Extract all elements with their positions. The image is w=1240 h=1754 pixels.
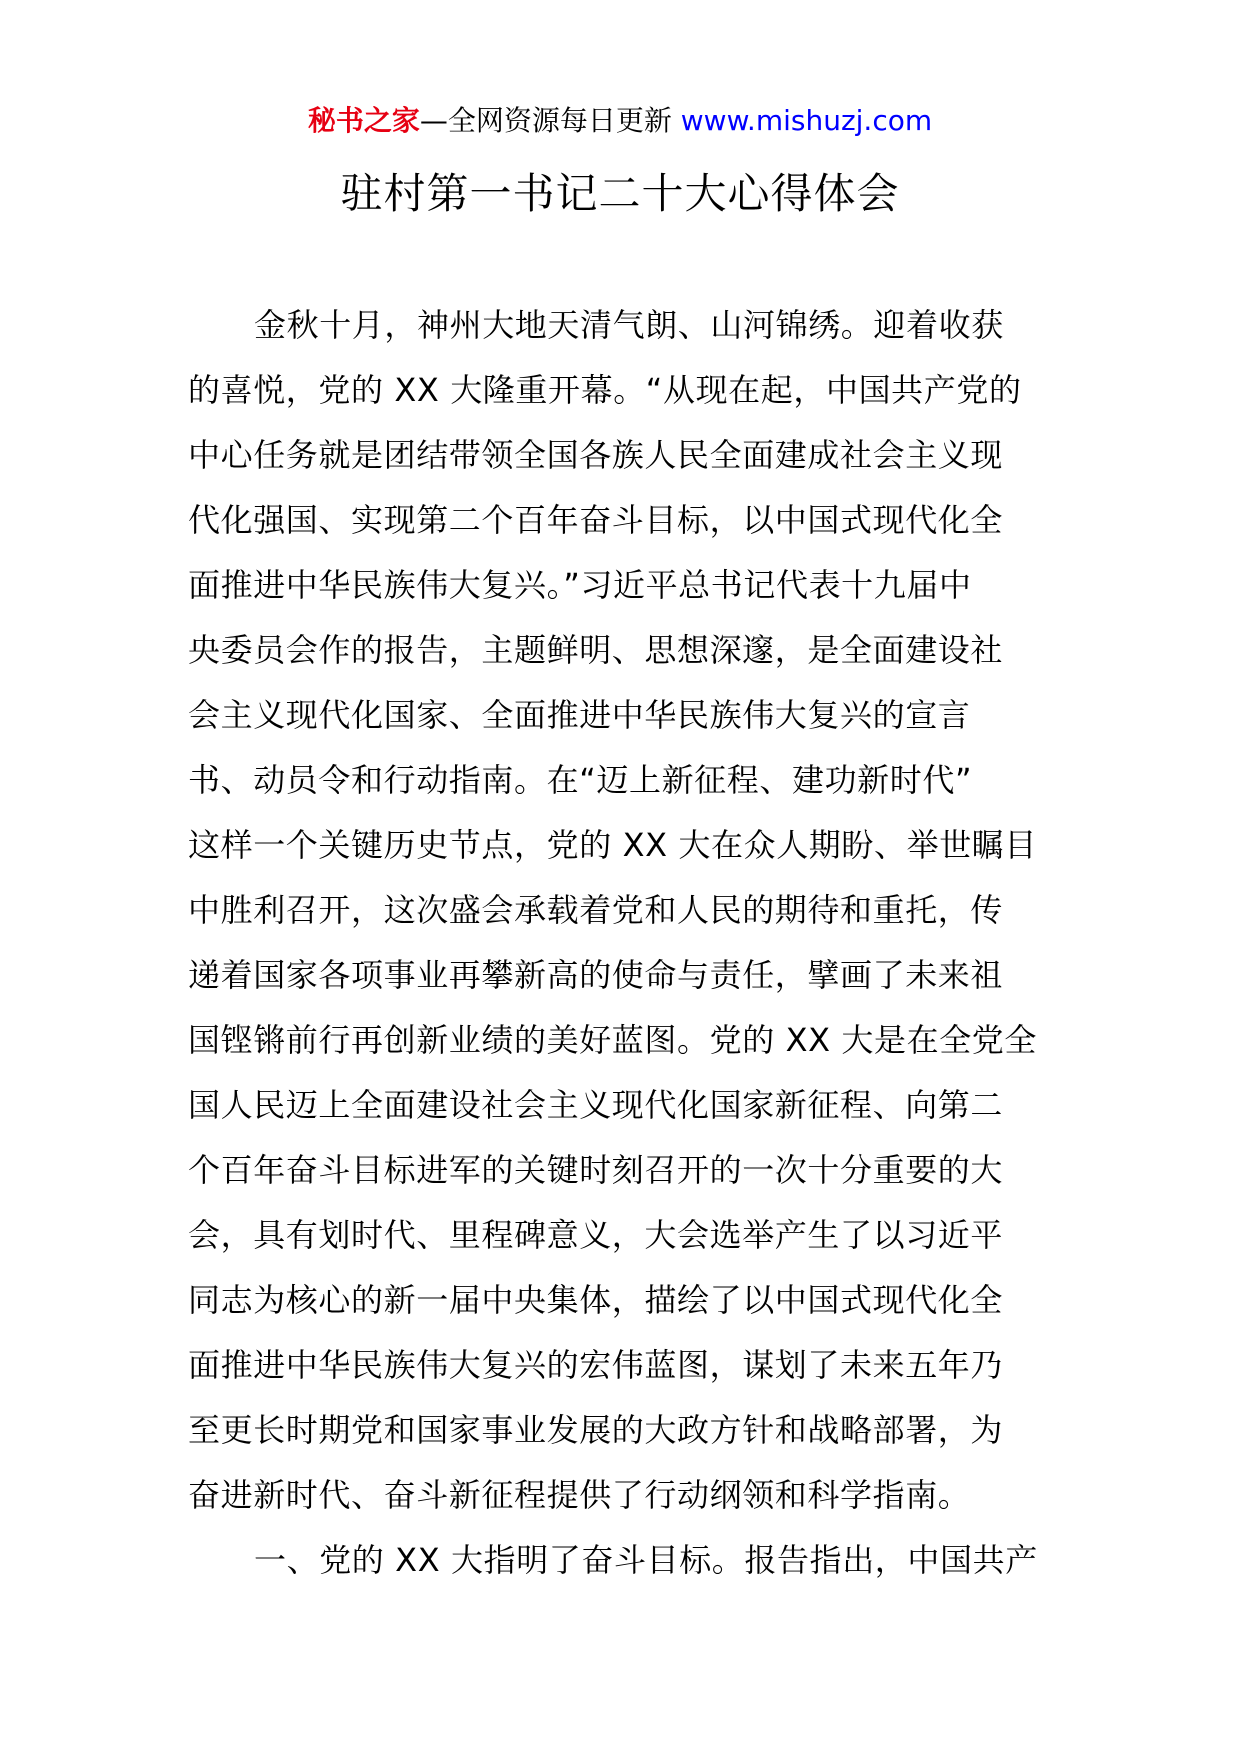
- body-line: 中心任务就是团结带领全国各族人民全面建成社会主义现: [188, 436, 1004, 474]
- body-line: 奋进新时代、奋斗新征程提供了行动纲领和科学指南。: [188, 1476, 971, 1514]
- body-line: 中胜利召开，这次盛会承载着党和人民的期待和重托，传: [188, 891, 1004, 929]
- document-title: 驻村第一书记二十大心得体会: [340, 169, 900, 218]
- header-tagline: —全网资源每日更新: [419, 104, 681, 137]
- body-line: 央委员会作的报告，主题鲜明、思想深邃，是全面建设社: [188, 631, 1004, 669]
- body-line: 至更长时期党和国家事业发展的大政方针和战略部署，为: [188, 1411, 1004, 1449]
- body-line: 个百年奋斗目标进军的关键时刻召开的一次十分重要的大: [188, 1151, 1004, 1189]
- body-line: 会，具有划时代、里程碑意义，大会选举产生了以习近平: [188, 1216, 1004, 1254]
- site-header: [0, 103, 1240, 139]
- body-line: 同志为核心的新一届中央集体，描绘了以中国式现代化全: [188, 1281, 1004, 1319]
- body-line: 书、动员令和行动指南。在“迈上新征程、建功新时代”: [188, 761, 973, 799]
- body-line: 这样一个关键历史节点，党的 XX 大在众人期盼、举世瞩目: [188, 826, 1037, 864]
- body-line: 一、党的 XX 大指明了奋斗目标。报告指出，中国共产: [254, 1541, 1038, 1579]
- document-body: [188, 293, 1056, 1593]
- body-line: 会主义现代化国家、全面推进中华民族伟大复兴的宣言: [188, 696, 971, 734]
- body-line: 金秋十月，神州大地天清气朗、山河锦绣。迎着收获: [254, 306, 1004, 344]
- body-line: 国铿锵前行再创新业绩的美好蓝图。党的 XX 大是在全党全: [188, 1021, 1037, 1059]
- body-line: 的喜悦，党的 XX 大隆重开幕。“从现在起，中国共产党的: [188, 371, 1022, 409]
- body-line: 代化强国、实现第二个百年奋斗目标，以中国式现代化全: [188, 501, 1004, 539]
- site-url-link[interactable]: www.mishuzj.com: [680, 104, 933, 137]
- brand-name: 秘书之家: [307, 104, 420, 137]
- body-line: 面推进中华民族伟大复兴。”习近平总书记代表十九届中: [188, 566, 972, 604]
- body-line: 递着国家各项事业再攀新高的使命与责任，擘画了未来祖: [188, 956, 1004, 994]
- body-line: 面推进中华民族伟大复兴的宏伟蓝图，谋划了未来五年乃: [188, 1346, 1004, 1384]
- body-line: 国人民迈上全面建设社会主义现代化国家新征程、向第二: [188, 1086, 1004, 1124]
